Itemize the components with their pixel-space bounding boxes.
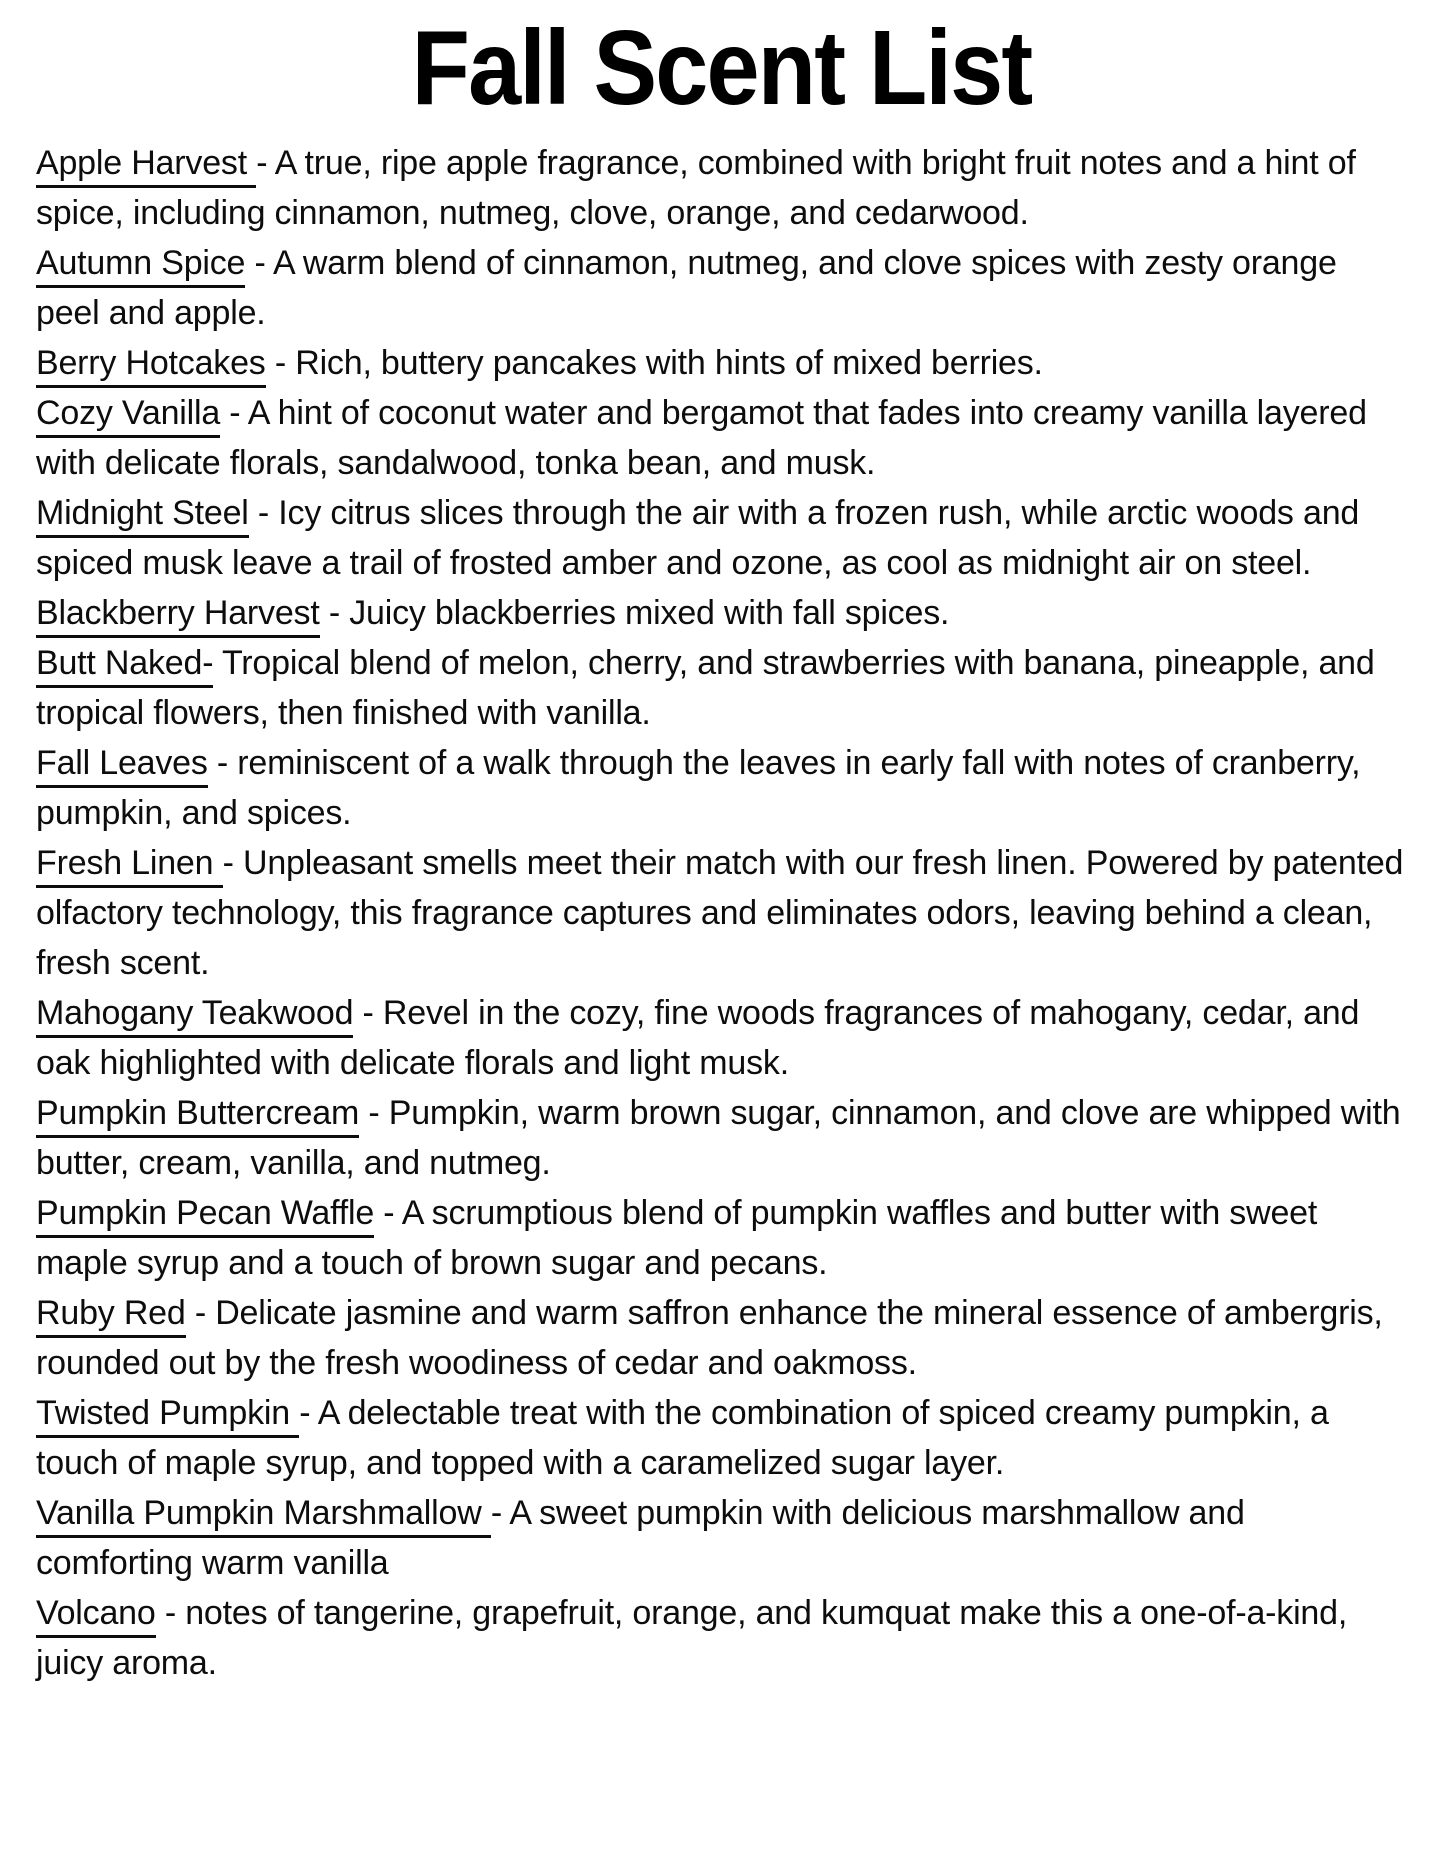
scent-entry-blackberry-harvest (36, 588, 1407, 638)
scent-description: - A delectable treat with the combination of spiced creamy pumpkin, a touch of maple syrup, and topped with a caramelized sugar layer. (36, 1394, 1329, 1482)
scent-name: Pumpkin Buttercream (36, 1094, 359, 1138)
scent-description: - Rich, buttery pancakes with hints of mixed berries. (265, 344, 1043, 382)
scent-name: Berry Hotcakes (36, 344, 266, 388)
scent-name: Ruby Red (36, 1294, 186, 1338)
scent-entry-apple-harvest (36, 138, 1407, 238)
scent-name: Cozy Vanilla (36, 394, 220, 438)
scent-name: Fresh Linen (36, 844, 223, 888)
scent-name: Volcano (36, 1594, 156, 1638)
scent-description: - Pumpkin, warm brown sugar, cinnamon, and clove are whipped with butter, cream, vanilla, and nutmeg. (36, 1094, 1401, 1182)
scent-description: - Juicy blackberries mixed with fall spices. (319, 594, 950, 632)
scent-name: Autumn Spice (36, 244, 245, 288)
scent-name: Pumpkin Pecan Waffle (36, 1194, 374, 1238)
scent-description: - A hint of coconut water and bergamot that fades into creamy vanilla layered with delicate florals, sandalwood, tonka bean, and musk. (36, 394, 1367, 482)
scent-entry-pumpkin-pecan-waffle (36, 1188, 1407, 1288)
scent-entry-butt-naked (36, 638, 1407, 738)
scent-name: Twisted Pumpkin (36, 1394, 299, 1438)
scent-entry-vanilla-pumpkin-marshmallow (36, 1488, 1407, 1588)
scent-entry-mahogany-teakwood (36, 988, 1407, 1088)
scent-entry-autumn-spice (36, 238, 1407, 338)
scent-description: - A warm blend of cinnamon, nutmeg, and clove spices with zesty orange peel and apple. (36, 244, 1337, 332)
scent-description: - notes of tangerine, grapefruit, orange, and kumquat make this a one-of-a-kind, juicy aroma. (36, 1594, 1348, 1682)
scent-entry-fresh-linen (36, 838, 1407, 988)
scent-list (36, 138, 1407, 1688)
scent-entry-fall-leaves (36, 738, 1407, 838)
page-title: Fall Scent List (411, 9, 1032, 127)
scent-description: - Unpleasant smells meet their match with our fresh linen. Powered by patented olfactory technology, this fragrance captures and eliminates odors, leaving behind a clean, fresh scent. (36, 844, 1404, 982)
scent-description: - Delicate jasmine and warm saffron enhance the mineral essence of ambergris, rounded out by the fresh woodiness of cedar and oakmoss. (36, 1294, 1383, 1382)
scent-name: Mahogany Teakwood (36, 994, 353, 1038)
scent-description: - reminiscent of a walk through the leaves in early fall with notes of cranberry, pumpkin, and spices. (36, 744, 1361, 832)
scent-description: - Icy citrus slices through the air with a frozen rush, while arctic woods and spiced musk leave a trail of frosted amber and ozone, as cool as midnight air on steel. (36, 494, 1360, 582)
scent-entry-midnight-steel (36, 488, 1407, 588)
scent-description: - A true, ripe apple fragrance, combined with bright fruit notes and a hint of spice, including cinnamon, nutmeg, clove, orange, and cedarwood. (36, 144, 1356, 232)
scent-entry-berry-hotcakes (36, 338, 1407, 388)
scent-name: Fall Leaves (36, 744, 208, 788)
scent-name: Butt Naked- (36, 644, 213, 688)
scent-entry-pumpkin-buttercream (36, 1088, 1407, 1188)
scent-name: Midnight Steel (36, 494, 249, 538)
scent-description: - A sweet pumpkin with delicious marshmallow and comforting warm vanilla (36, 1494, 1245, 1582)
scent-entry-twisted-pumpkin (36, 1388, 1407, 1488)
scent-entry-volcano (36, 1588, 1407, 1688)
scent-description: - A scrumptious blend of pumpkin waffles and butter with sweet maple syrup and a touch of brown sugar and pecans. (36, 1194, 1318, 1282)
scent-description: Tropical blend of melon, cherry, and strawberries with banana, pineapple, and tropical flowers, then finished with vanilla. (36, 644, 1375, 732)
scent-name: Vanilla Pumpkin Marshmallow (36, 1494, 491, 1538)
scent-entry-cozy-vanilla (36, 388, 1407, 488)
scent-name: Blackberry Harvest (36, 594, 320, 638)
scent-description: - Revel in the cozy, fine woods fragrances of mahogany, cedar, and oak highlighted with delicate florals and light musk. (36, 994, 1360, 1082)
scent-name: Apple Harvest (36, 144, 256, 188)
scent-entry-ruby-red (36, 1288, 1407, 1388)
